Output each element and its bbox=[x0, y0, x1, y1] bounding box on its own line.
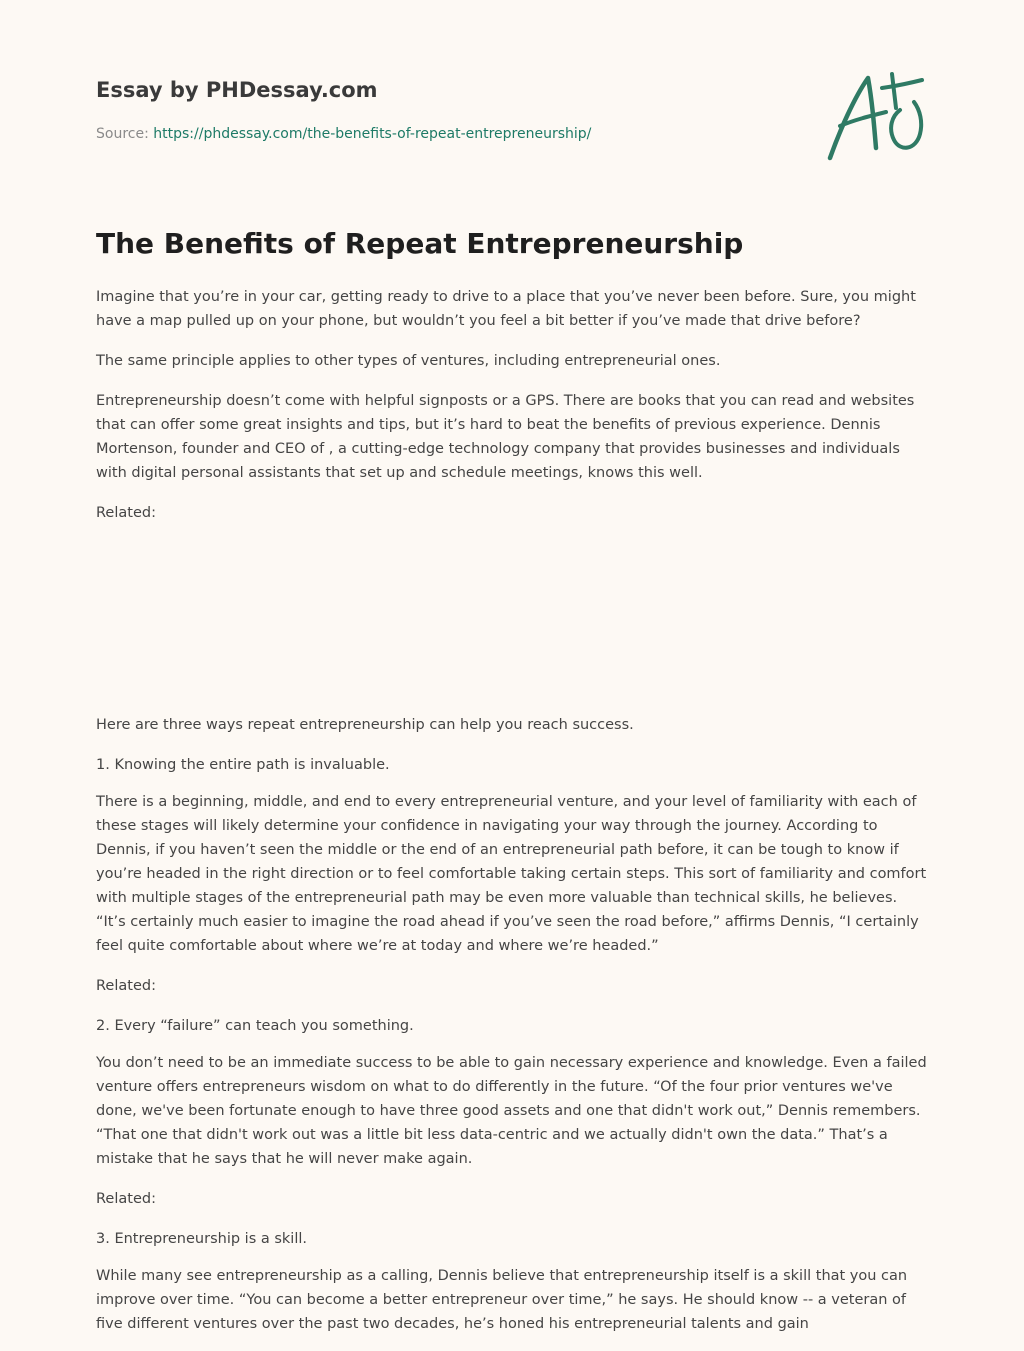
a-plus-grade-icon bbox=[826, 68, 926, 164]
source-label: Source: bbox=[96, 126, 149, 142]
paragraph-failure: You don’t need to be an immediate success to be able to gain necessary experience and knowledge. Even a failed venture offers entrepreneurs wisdom on what to do differently in the future. “Of the four prior ventures we've done, we've been fortunate enough to have three good assets and one that didn't work out,” Dennis remembers. “That one that didn't work out was a little bit less data-centric and we actually didn't own the data.” That’s a mistake that he says that he will never make again. bbox=[96, 1055, 927, 1167]
paragraph-signposts: Entrepreneurship doesn’t come with helpful signposts or a GPS. There are books that you can read and websites that can offer some great insights and tips, but it’s hard to beat the benefits of previous experience. Dennis Mortenson, founder and CEO of , a cutting-edge technology company that provides businesses and individuals with digital personal assistants that set up and schedule meetings, knows this well. bbox=[96, 393, 915, 481]
related-label: Related: bbox=[96, 1191, 156, 1207]
paragraph-entire-path: There is a beginning, middle, and end to every entrepreneurial venture, and your level of familiarity with each of these stages will likely determine your confidence in navigating your way through the journey. According to Dennis, if you haven’t seen the middle or the end of an entrepreneurial path before, it can be tough to know if you’re headed in the right direction or to feel comfortable taking certain steps. This sort of familiarity and comfort with multiple stages of the entrepreneurial path may be even more valuable than technical skills, he believes. “It’s certainly much easier to imagine the road ahead if you’ve seen the road before,” affirms Dennis, “I certainly feel quite comfortable about where we’re at today and where we’re headed.” bbox=[96, 794, 927, 954]
paragraph-skill: While many see entrepreneurship as a calling, Dennis believe that entrepreneurship itself is a skill that you can improve over time. “You can become a better entrepreneur over time,” he says. He should know -- a veteran of five different ventures over the past two decades, he’s honed his entrepreneurial talents and gain bbox=[96, 1268, 908, 1332]
paragraph-three-ways: Here are three ways repeat entrepreneurship can help you reach success. bbox=[96, 717, 634, 733]
subheading-failure: 2. Every “failure” can teach you something. bbox=[96, 1018, 414, 1034]
site-title: Essay by PHDessay.com bbox=[96, 78, 378, 102]
paragraph-intro: Imagine that you’re in your car, getting ready to drive to a place that you’ve never been before. Sure, you might have a map pulled up on your phone, but wouldn’t you feel a bit better if you’ve made that drive before? bbox=[96, 289, 916, 329]
source-line bbox=[96, 124, 591, 144]
source-link[interactable]: https://phdessay.com/the-benefits-of-repeat-entrepreneurship/ bbox=[153, 126, 592, 142]
related-label: Related: bbox=[96, 978, 156, 994]
related-label: Related: bbox=[96, 505, 156, 521]
subheading-entire-path: 1. Knowing the entire path is invaluable. bbox=[96, 757, 390, 773]
paragraph-principle: The same principle applies to other types of ventures, including entrepreneurial ones. bbox=[96, 353, 721, 369]
essay-title: The Benefits of Repeat Entrepreneurship bbox=[96, 227, 744, 260]
subheading-skill: 3. Entrepreneurship is a skill. bbox=[96, 1231, 307, 1247]
